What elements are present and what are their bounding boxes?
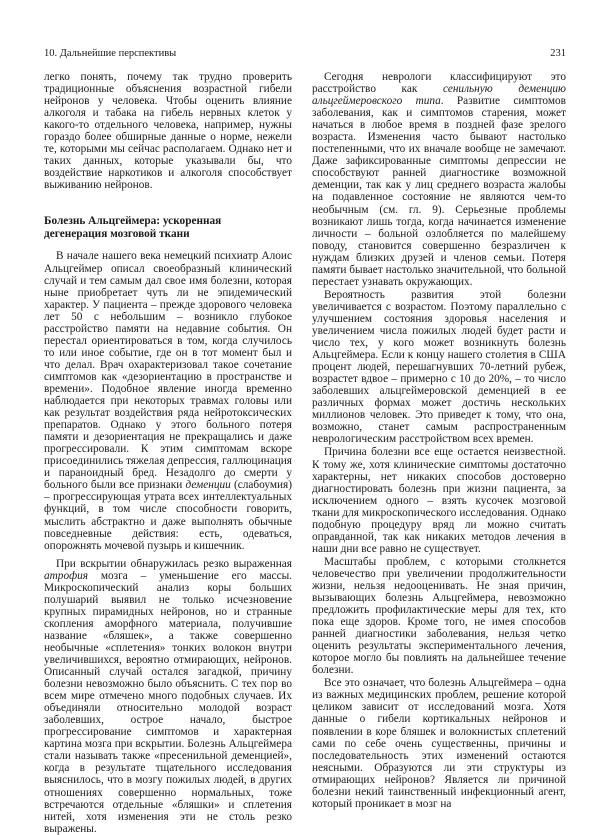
paragraph <box>312 71 566 288</box>
paragraph <box>44 558 292 835</box>
text-run: . Развитие симптомов заболевания, как и симптомов старения, может начаться в любое время в поздней фазе зрелого возраста. Изменения часто бывают настолько постепенными, что их вначале вообще не замечают. Даже зафиксированные симптомы депрессии не способствуют ранней диагностике возможной деменции, так как у лиц среднего возраста жалобы на подавленное состояние не являются чем-то необычным (см. гл. 9). Серьезные проблемы возникают лишь тогда, когда начинается изменение личности – больной озлобляется по малейшему поводу, становится совершенно безразличен к нуждам близких друзей и членов семьи. Потеря памяти бывает настолько значительной, что больной перестает узнавать окружающих. <box>312 95 566 288</box>
emphasis-term: атрофия <box>44 569 89 582</box>
paragraph: легко понять, почему так трудно проверить традиционные объяснения возрастной гибели нейронов у человека. Чтобы оценить влияние алкоголя и табака на гибель нервных клеток у какого-то отдельного человека, например, нужны гораздо более обширные данные о норме, нежели те, которыми мы сейчас располагаем. Однако нет и таких данных, которые указывали бы, что воздействие наркотиков и алкоголя способствует выживанию нейронов. <box>44 71 292 192</box>
emphasis-term: сенильную деменцию альцгеймеровского типа <box>312 83 566 108</box>
paragraph: Все это означает, что болезнь Альцгеймера – одна из важных медицинских проблем, решение которой целиком зависит от исследований мозга. Хотя данные о гибели кортикальных нейронов и появлении в коре бляшек и волокнистых сплетений сами по себе очень существенны, причины и последовательность этих изменений остаются неясными. Образуются ли эти структуры из отмирающих нейронов? Является ли причиной болезни некий таинственный инфекционный агент, который проникает в мозг на <box>312 677 566 810</box>
text-run: При вскрытии обнаружилась резко выраженная <box>56 557 292 570</box>
text-run: Сегодня неврологи классифицируют это расстройство как <box>312 71 566 96</box>
text-run: (слабоумия) – прогрессирующая утрата всех интеллектуальных функций, в том числе способности говорить, мыслить абстрактно и даже выполнять обычные повседневные действия: есть, одеваться, опорожнять мочевой пузырь и кишечник. <box>44 479 292 552</box>
emphasis-term: деменции <box>185 479 231 492</box>
paragraph: Причина болезни все еще остается неизвестной. К тому же, хотя клинические симптомы достаточно характерны, нет никаких способов достоверно диагностировать болезнь при жизни пациента, за исключением одного – взять кусочек мозговой ткани для микроскопического исследования. Однако подобную процедуру вряд ли можно считать оправданной, так как никаких методов лечения в наши дни все равно не существует. <box>312 446 566 555</box>
left-column <box>44 71 292 835</box>
right-column <box>312 71 566 810</box>
section-heading-line: Болезнь Альцгеймера: ускоренная <box>44 215 222 228</box>
paragraph <box>44 250 292 551</box>
paragraph: Вероятность развития этой болезни увеличивается с возрастом. Поэтому параллельно с улучшением состояния здоровья населения и увеличением числа пожилых людей будет расти и число тех, у кого может возникнуть болезнь Альцгеймера. Если к концу нашего столетия в США процент людей, перешагнувших 70-летний рубеж, возрастет вдвое – примерно с 10 до 20%, – то число заболевших альцгеймеровской деменцией в ее различных формах может достичь нескольких миллионов человек. Это приведет к тому, что она, возможно, станет самым распространенным неврологическим расстройством всех времен. <box>312 288 566 446</box>
page-number: 231 <box>550 48 566 59</box>
running-title: 10. Дальнейшие перспективы <box>44 48 177 59</box>
section-heading-line: дегенерация мозговой ткани <box>44 227 190 240</box>
page-header <box>44 48 566 62</box>
paragraph: Масштабы проблем, с которыми столкнется человечество при увеличении продолжительности жизни, нельзя недооценивать. Не зная причин, вызывающих болезнь Альцгеймера, невозможно предложить профилактические меры для тех, кто пока еще здоров. Кроме того, не имея способов ранней диагностики заболевания, нельзя четко оценить результаты экспериментального лечения, которое могло бы повлиять на дальнейшее течение болезни. <box>312 555 566 677</box>
text-run: В начале нашего века немецкий психиатр Алоис Альцгеймер описал своеобразный клинический случай и тем самым дал свое имя болезни, которая ныне приобретает чуть ли не эпидемический характер. У пациента – прежде здорового человека лет 50 с небольшим – возникло глубокое расстройство памяти на недавние события. Он перестал ориентироваться в том, когда случилось то или иное событие, где он в тот момент был и что делал. Врач охарактеризовал такое сочетание симптомов как «дезориентацию в пространстве и времени». Подобное явление иногда временно наблюдается при некоторых травмах головы или как результат воздействия ряда нейротоксических препаратов. Однако у этого больного потеря памяти и дезориентация не прекращались и даже прогрессировали. К этим симптомам вскоре присоединились тяжелая депрессия, галлюцинация и параноидный бред. Незадолго до смерти у больного были все признаки <box>44 250 292 492</box>
section-heading <box>44 215 292 240</box>
text-run: мозга – уменьшение его массы. Микроскопический анализ коры больших полушарий выявил не только исчезновение крупных пирамидных нейронов, но и странные скопления аморфного материала, получившие название «бляшек», а также совершенно необычные «сплетения» тонких волокон внутри увеличившихся, вероятно отмирающих, нейронов. Описанный случай остался загадкой, причину болезни невозможно было объяснить. С тех пор во всем мире отмечено много подобных случаев. Их объединяли относительно молодой возраст заболевших, острое начало, быстрое прогрессирование симптомов и характерная картина мозга при вскрытии. Болезнь Альцгеймера стали называть также «пресенильной деменцией», когда в результате тщательного исследования выяснилось, что в мозгу пожилых людей, в других отношениях совершенно нормальных, тоже встречаются отдельные «бляшки» и сплетения нитей, хотя изменения эти не столь резко выражены. <box>44 569 292 835</box>
